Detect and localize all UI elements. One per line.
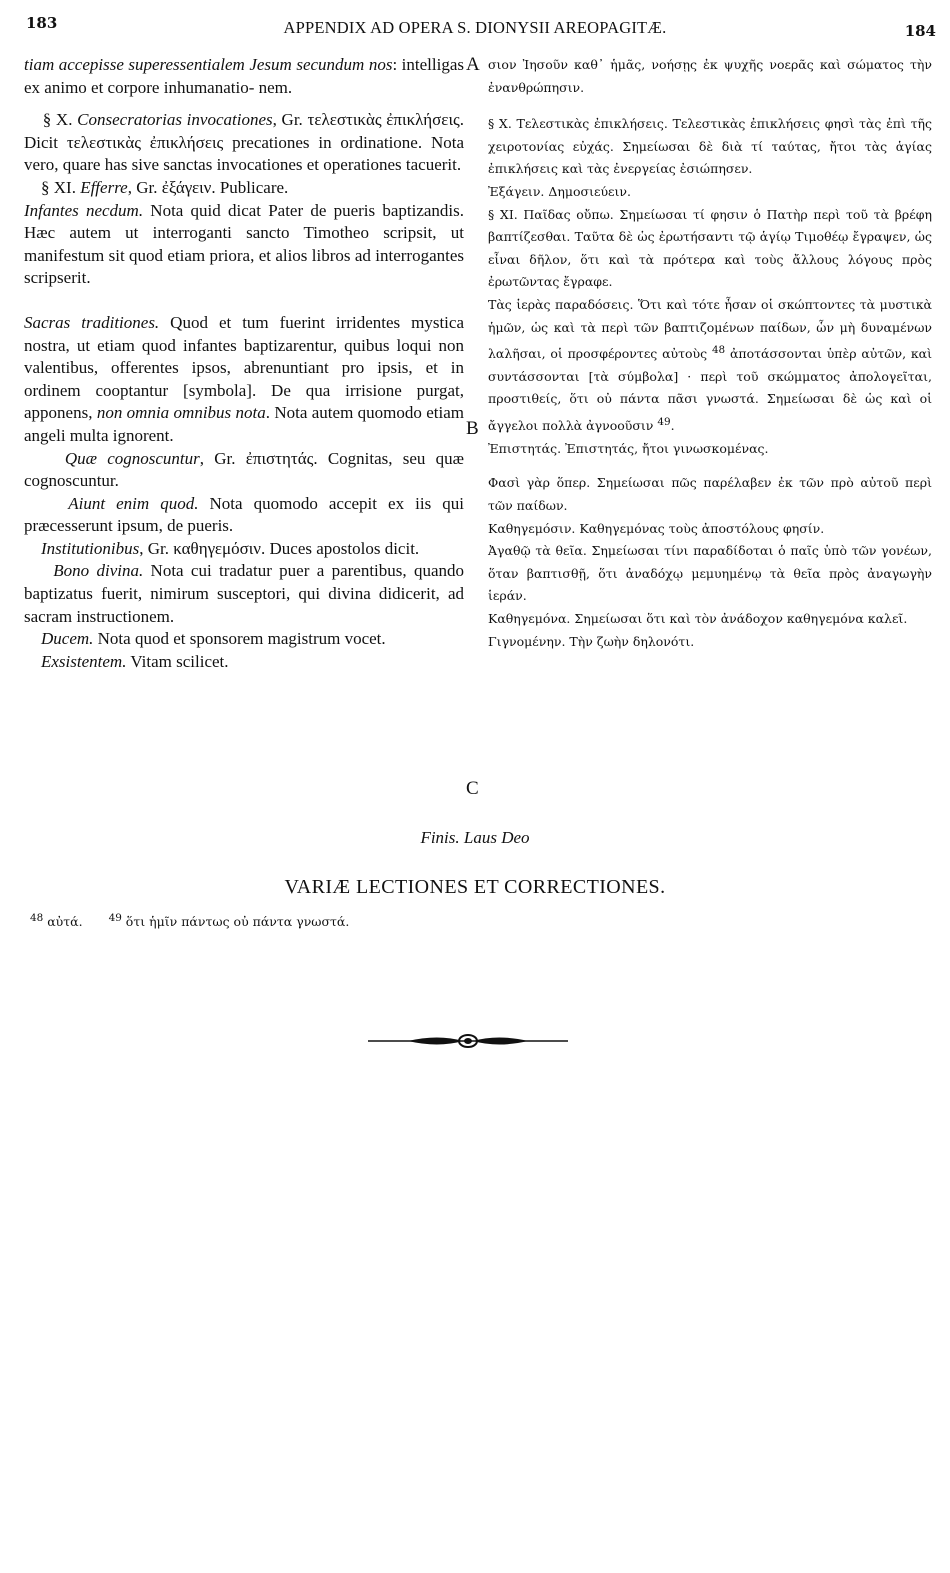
latin-para-exs (24, 651, 464, 674)
greek-column (488, 54, 932, 653)
lemma: Aiunt enim quod. (68, 493, 199, 513)
greek-para-agatho: Ἀγαθῷ τὰ θεῖα. Σημείωσαι τίνι παραδίδοται ὁ παῖς ὑπὸ τῶν γονέων, ὅταν βαπτισθῇ, ὅτι ἀναδόχῳ μεμυημένῳ τὰ θεῖα πρὸς ἀναγωγὴν ἱεράν. (488, 543, 932, 604)
lemma: Infantes necdum. (24, 200, 144, 220)
footnotes (30, 912, 371, 929)
latin-para-intro (24, 54, 464, 99)
lemma: Bono divina. (53, 561, 144, 581)
greek-text: . (670, 418, 675, 434)
variae-heading: VARIÆ LECTIONES ET CORRECTIONES. (284, 876, 666, 898)
lemma: Institutionibus (41, 538, 140, 558)
column-marker-c: C (466, 778, 479, 799)
running-header (0, 14, 950, 44)
footnote-text: ὅτι ἡμῖν πάντως οὐ πάντα γνωστά. (121, 914, 350, 930)
latin-text: , Gr. ἐξάγειν. Publicare. (127, 177, 289, 197)
footnote-number: 49 (108, 912, 122, 924)
greek-para-intro: σιον Ἰησοῦν καθ᾽ ἡμᾶς, νοήσῃς ἐκ ψυχῆς νοερᾶς καὶ σώματος τὴν ἐνανθρώπησιν. (488, 57, 932, 95)
latin-line: tiam accepisse superessentialem Jesum secundum (24, 55, 365, 74)
greek-text: Τὰς ἱερὰς παραδόσεις. Ὅτι καὶ τότε ἦσαν οἱ σκώπτοντες τὰ μυστικὰ ἡμῶν, ὡς καὶ τὰ περὶ τῶν βαπτιζομένων παίδων, ὧν μὴ δυναμένων λαλῆσαι, οἱ προσφέροντες αὐτοὺς (488, 296, 932, 362)
section-number: § XI. (41, 177, 76, 197)
lemma: Sacras traditiones. (24, 312, 160, 332)
footnote-49 (109, 914, 350, 929)
latin-text: , Gr. ἐπιστητάς. Cognitas, seu quæ cognoscuntur. (24, 448, 464, 491)
column-marker-a: A (466, 54, 480, 75)
lemma: Exsistentem. (41, 651, 127, 671)
latin-text: Vitam scilicet. (126, 651, 229, 671)
greek-para-kathegemona: Καθηγεμόνα. Σημείωσαι ὅτι καὶ τὸν ἀνάδοχον καθηγεμόνα καλεῖ. (488, 610, 908, 626)
latin-italic: non omnia omnibus nota (96, 403, 266, 423)
latin-para-x (24, 109, 464, 177)
latin-italic: nos (368, 55, 393, 74)
latin-column (24, 54, 464, 673)
lemma: Ducem. (41, 629, 94, 649)
greek-text: ἀποτάσσονται ὑπὲρ αὐτῶν, καὶ συντάσσονται [τὰ σύμβολα] · περὶ τοῦ σκώμματος ἀπολογεῖται, προστιθείς, ὅτι οὐ πάντα πᾶσι γνωστά. Σημείωσαι δὲ ὡς καὶ οἱ ἄγγελοι πολλὰ ἀγνοοῦσιν (488, 346, 932, 434)
greek-para-fasi: Φασὶ γὰρ ὅπερ. Σημείωσαι πῶς παρέλαβεν ἐκ τῶν πρὸ αὐτοῦ περὶ τῶν παίδων. (488, 475, 932, 513)
latin-text: , Gr. τελεστικὰς ἐπικλήσεις. Dicit τελεστικὰς ἐπικλήσεις precationes in ordinatione. Nota vero, quare has sive sanctas invocationes et operationes tacuerit. (24, 110, 464, 175)
latin-text: Nota quid dicat Pater de pueris baptizandis. Hæc autem ut interroganti sancto Timotheo scripsit, ut manifestum sit quod etiam priora, et alios libros ad interrogantes scripserit. (24, 200, 464, 288)
greek-para-exagein: Ἐξάγειν. Δημοσιεύειν. (488, 183, 632, 199)
page-number-right: 184 (904, 22, 936, 40)
greek-para-epistetas: Ἐπιστητάς. Ἐπιστητάς, ἤτοι γινωσκομένας. (488, 440, 769, 456)
footnote-ref-49: 49 (657, 416, 671, 429)
greek-para-hieras (488, 294, 932, 438)
latin-text: , Gr. καθηγεμόσιν. Duces apostolos dicit. (139, 538, 420, 558)
footnote-text: αὐτά. (43, 914, 83, 930)
latin-para-inst (24, 538, 464, 561)
greek-para-xi: § XI. Παῖδας οὔπω. Σημείωσαι τί φησιν ὁ Πατὴρ περὶ τοῦ τὰ βρέφη βαπτίζεσθαι. Ταῦτα δὲ ὡς ἐρωτήσαντι τῷ ἁγίῳ Τιμοθέῳ ἔγραψεν, ὡς εἶναι δῆλον, ὅτι καὶ τὰ πρότερα καὶ τοὺς ἄλλους λόγους πρὸς ἐρωτῶντας ἔγραφε. (488, 206, 932, 290)
footnote-48 (30, 914, 83, 929)
lemma: Efferre (80, 177, 128, 197)
greek-para-kathegemosin: Καθηγεμόσιν. Καθηγεμόνας τοὺς ἀποστόλους φησίν. (488, 520, 825, 536)
lemma: Consecratorias invocationes (77, 110, 273, 130)
latin-para-infantes (24, 200, 464, 290)
running-title: APPENDIX AD OPERA S. DIONYSII AREOPAGITÆ. (283, 18, 667, 37)
latin-text: Nota quomodo accepit ex iis qui præcesserunt ipsum, de pueris. (24, 493, 464, 536)
latin-text: Quod et tum fuerint irridentes mystica nostra, ut etiam quod infantes baptizarentur, quibus loqui non valentibus, offerentes ipsos, abrenuntiant pro ipsis, et in ordinem cooptantur [symbola]. De qua irrisione purgat, apponens, (24, 312, 464, 423)
latin-text: nem. (258, 77, 293, 97)
latin-para-ducem (24, 628, 464, 651)
ornament-divider-icon (368, 1030, 568, 1052)
latin-para-xi (24, 177, 464, 200)
greek-para-gignomenen: Γιγνομένην. Τὴν ζωὴν δηλονότι. (488, 633, 695, 649)
latin-text: Nota cui tradatur puer a parentibus, quando baptizatus fuerit, nimirum susceptori, qui divina didicerit, ad sacram instructionem. (24, 561, 464, 626)
latin-para-aiunt (24, 493, 464, 538)
greek-para-x: § X. Τελεστικὰς ἐπικλήσεις. Τελεστικὰς ἐπικλήσεις φησὶ τὰς ἐπὶ τῆς χειροτονίας εὐχάς. Σημείωσαι δὲ διὰ τί ταύτας, ἤτοι τὰς ἁγίας ἐπικλήσεις καὶ τὰς ἐνεργείας ἐσιώπησεν. (488, 116, 932, 177)
footnote-number: 48 (30, 912, 44, 924)
page-number-left: 183 (26, 14, 58, 32)
latin-text: . Nota autem quomodo etiam angeli multa ignorent. (24, 403, 464, 445)
footnote-ref-48: 48 (711, 344, 726, 357)
latin-text: Nota quod et sponsorem magistrum vocet. (93, 629, 386, 649)
lemma: Quæ cognoscuntur (64, 448, 200, 468)
finis-line: Finis. Laus Deo (420, 828, 530, 847)
latin-text: : intelligas ex animo et corpore inhumanatio- (24, 55, 465, 97)
latin-para-bono (24, 560, 464, 628)
latin-para-sacras (24, 312, 464, 448)
column-marker-b: B (466, 418, 479, 439)
latin-para-quae (24, 448, 464, 493)
section-number: § X. (42, 110, 73, 130)
